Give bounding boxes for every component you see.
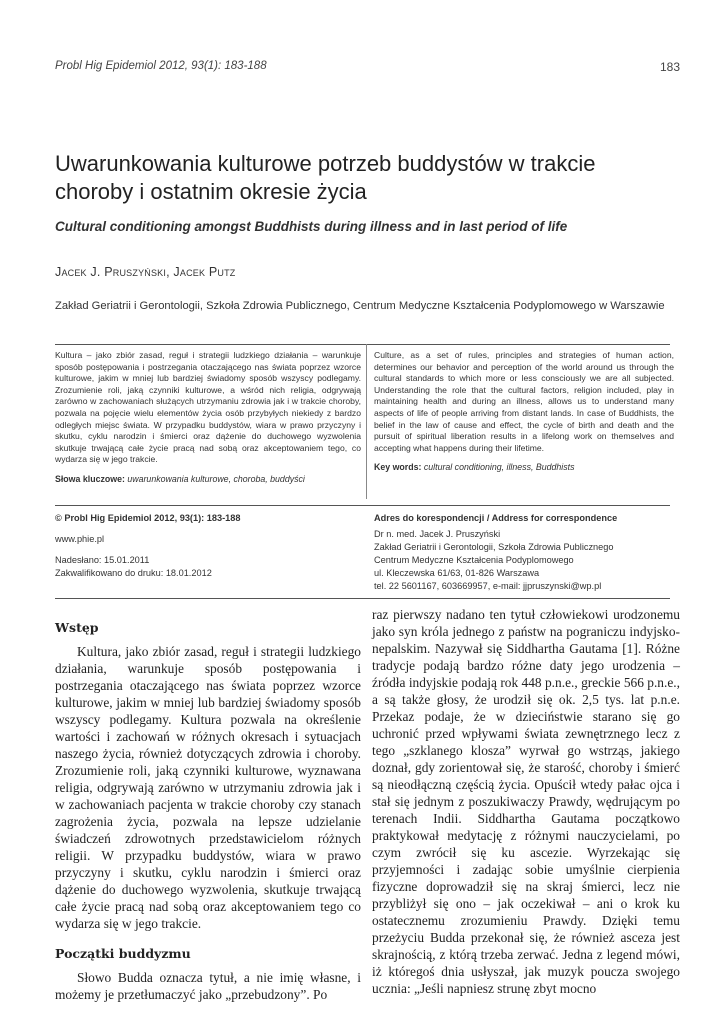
abstract-pl: [55, 350, 361, 484]
info-bottom-rule: [55, 598, 670, 599]
keywords-pl-label: Słowa kluczowe:: [55, 473, 125, 484]
journal-header: Probl Hig Epidemiol 2012, 93(1): 183-188: [55, 60, 267, 72]
section-heading-origins: Początki buddyzmu: [55, 946, 191, 961]
correspondence-line: Zakład Geriatrii i Gerontologii, Szkoła Zdrowia Publicznego: [374, 542, 614, 552]
correspondence-block: [374, 512, 674, 593]
keywords-en: [374, 462, 674, 472]
right-column-paragraph: raz pierwszy nadano ten tytuł człowiekowi urodzonemu jako syn króla jednego z państw na pograniczu indyjsko-nepalskim. Nazywał się Siddhartha Gautama [1]. Różne tradycje podają bardzo różne daty jego urodzenia – źródła indyjskie podają rok 448 p.n.e., greckie 566 p.n.e., a są także głosy, że urodził się ok. 2,5 tys. lat p.n.e. Przekaz podaje, że w dzieciństwie starano się go uchronić przed wpływami świata zewnętrznego lecz z tego „szklanego klosza” wyrwał go wstrząs, jakiego doznał, gdy zorientował się, że starość, choroby i śmierć są nieodłączną częścią życia. Opuścił wtedy pałac ojca i stał się jednym z poszukiwaczy Prawdy, wędrującym po terenach Indii. Siddhartha Gautama początkowo praktykował medytację z różnymi nauczycielami, po czym zwrócił się ku ascezie. Wyrzekając się przyjemności i zadając sobie umyślnie cierpienia fizyczne doprowadził się na skraj śmierci, lecz nie przybliżył się ono – jak oczekiwał – ani o krok ku ostatecznemu zrozumieniu Prawdy. Dzięki temu przeżyciu Budda przekonał się, że również asceza jest skrajnością, z którą trzeba zerwać. Jedna z legend mówi, iż któregoś dnia usłyszał, jak muzyk poucza swojego ucznia: „Jeśli napniesz strunę zbyt mocno: [372, 607, 680, 996]
page-number: 183: [659, 60, 680, 74]
body-left-column: [55, 620, 361, 1003]
keywords-en-label: Key words:: [374, 462, 422, 473]
abstract-divider: [366, 344, 367, 499]
correspondence-line: ul. Kleczewska 61/63, 01-826 Warszawa: [374, 568, 540, 578]
abstract-en: [374, 350, 674, 472]
keywords-en-values: cultural conditioning, illness, Buddhists: [423, 462, 575, 473]
body-right-column: [372, 606, 680, 997]
info-top-rule: [55, 505, 670, 506]
correspondence-line: tel. 22 5601167, 603669957, e-mail: jjpruszynski@wp.pl: [374, 581, 602, 591]
authors: Jacek J. Pruszyński, Jacek Putz: [55, 265, 236, 279]
abstract-top-rule: [55, 344, 670, 345]
keywords-pl-values: uwarunkowania kulturowe, choroba, buddyści: [127, 473, 305, 484]
abstract-en-text: Culture, as a set of rules, principles and strategies of human action, determines our behavior and perception of the world around us through the cultural standards to which more or less consciously we are all subjected. Understanding the role that the cultural factors, religion included, play in maintaining health and during an illness, allows us to understand many aspects of life of people arriving from distant lands. In case of Buddhists, the belief in the law of cause and effect, the cycle of birth and death and the pursuit of spiritual liberation results in a lifelong work on themselves and accepting what happens during their lifetime.: [374, 350, 674, 453]
copyright-line: © Probl Hig Epidemiol 2012, 93(1): 183-188: [55, 513, 241, 523]
affiliation: Zakład Geriatrii i Gerontologii, Szkoła Zdrowia Publicznego, Centrum Medyczne Kształcenia Podyplomowego w Warszawie: [55, 300, 665, 312]
keywords-pl: [55, 474, 361, 484]
correspondence-line: Dr n. med. Jacek J. Pruszyński: [374, 529, 501, 539]
website-link[interactable]: www.phie.pl: [55, 534, 105, 544]
correspondence-line: Centrum Medyczne Kształcenia Podyplomowego: [374, 555, 574, 565]
article-subtitle: Cultural conditioning amongst Buddhists during illness and in last period of life: [55, 219, 568, 234]
section-heading-intro: Wstęp: [55, 620, 99, 635]
origins-paragraph: Słowo Budda oznacza tytuł, a nie imię własne, i możemy je przetłumaczyć jako „przebudzony”. Po: [55, 970, 361, 1002]
correspondence-heading: Adres do korespondencji / Address for correspondence: [374, 513, 618, 523]
intro-paragraph: Kultura, jako zbiór zasad, reguł i strategii ludzkiego działania, warunkuje sposób postępowania i postrzegania otaczającego nas świata poprzez wzorce kulturowe, jakim w mniej lub bardziej świadomy sposób wszyscy podlegamy. Kultura pozwala na określenie wartości i zachowań w różnych okresach i sytuacjach naszego życia, również dotyczących zdrowia i choroby. Zrozumienie roli, jaką czynniki kulturowe, wyznawana religia, odgrywają zarówno w utrzymaniu zdrowia jak i w zachowaniach pacjenta w trakcie choroby czy stanach zagrożenia życia, pozwala na lepsze udzielanie świadczeń zdrowotnych przedstawicielom różnych religii. W przypadku buddystów, wiara w prawo przyczyny i skutku, cyklu narodzin i śmierci oraz dążenie do duchowego wyzwolenia, skutkuje trwającą całe życie pracą nad sobą oraz akceptowaniem tego co wydarza się w jego trakcie.: [55, 644, 361, 931]
abstract-pl-text: Kultura – jako zbiór zasad, reguł i strategii ludzkiego działania – warunkuje sposób postępowania i postrzegania otaczającego nas świata poprzez wzorce kulturowe, jakim w mniej lub bardziej świadomy sposób wszyscy podlegamy. Zrozumienie roli, jaką czynniki kulturowe, a wśród nich religia, odgrywają zarówno w zachowaniach służących utrzymaniu zdrowia jak i w trakcie choroby, pozwala na pojęcie wielu elementów życia osób przybyłych niekiedy z bardzo odległych miejsc świata. W przypadku buddystów, wiara w prawo przyczyny i skutku, cyklu narodzin i śmierci oraz dążenie do duchowego wyzwolenia skutkuje trwającą całe życie pracą nad sobą oraz akceptowaniem tego, co wydarza się w jego trakcie.: [55, 350, 361, 465]
article-title: Uwarunkowania kulturowe potrzeb buddystów w trakcie choroby i ostatnim okresie życia: [55, 151, 596, 204]
accepted-date: Zakwalifikowano do druku: 18.01.2012: [55, 568, 212, 578]
received-date: Nadesłano: 15.01.2011: [55, 555, 150, 565]
publication-info: [55, 512, 355, 580]
